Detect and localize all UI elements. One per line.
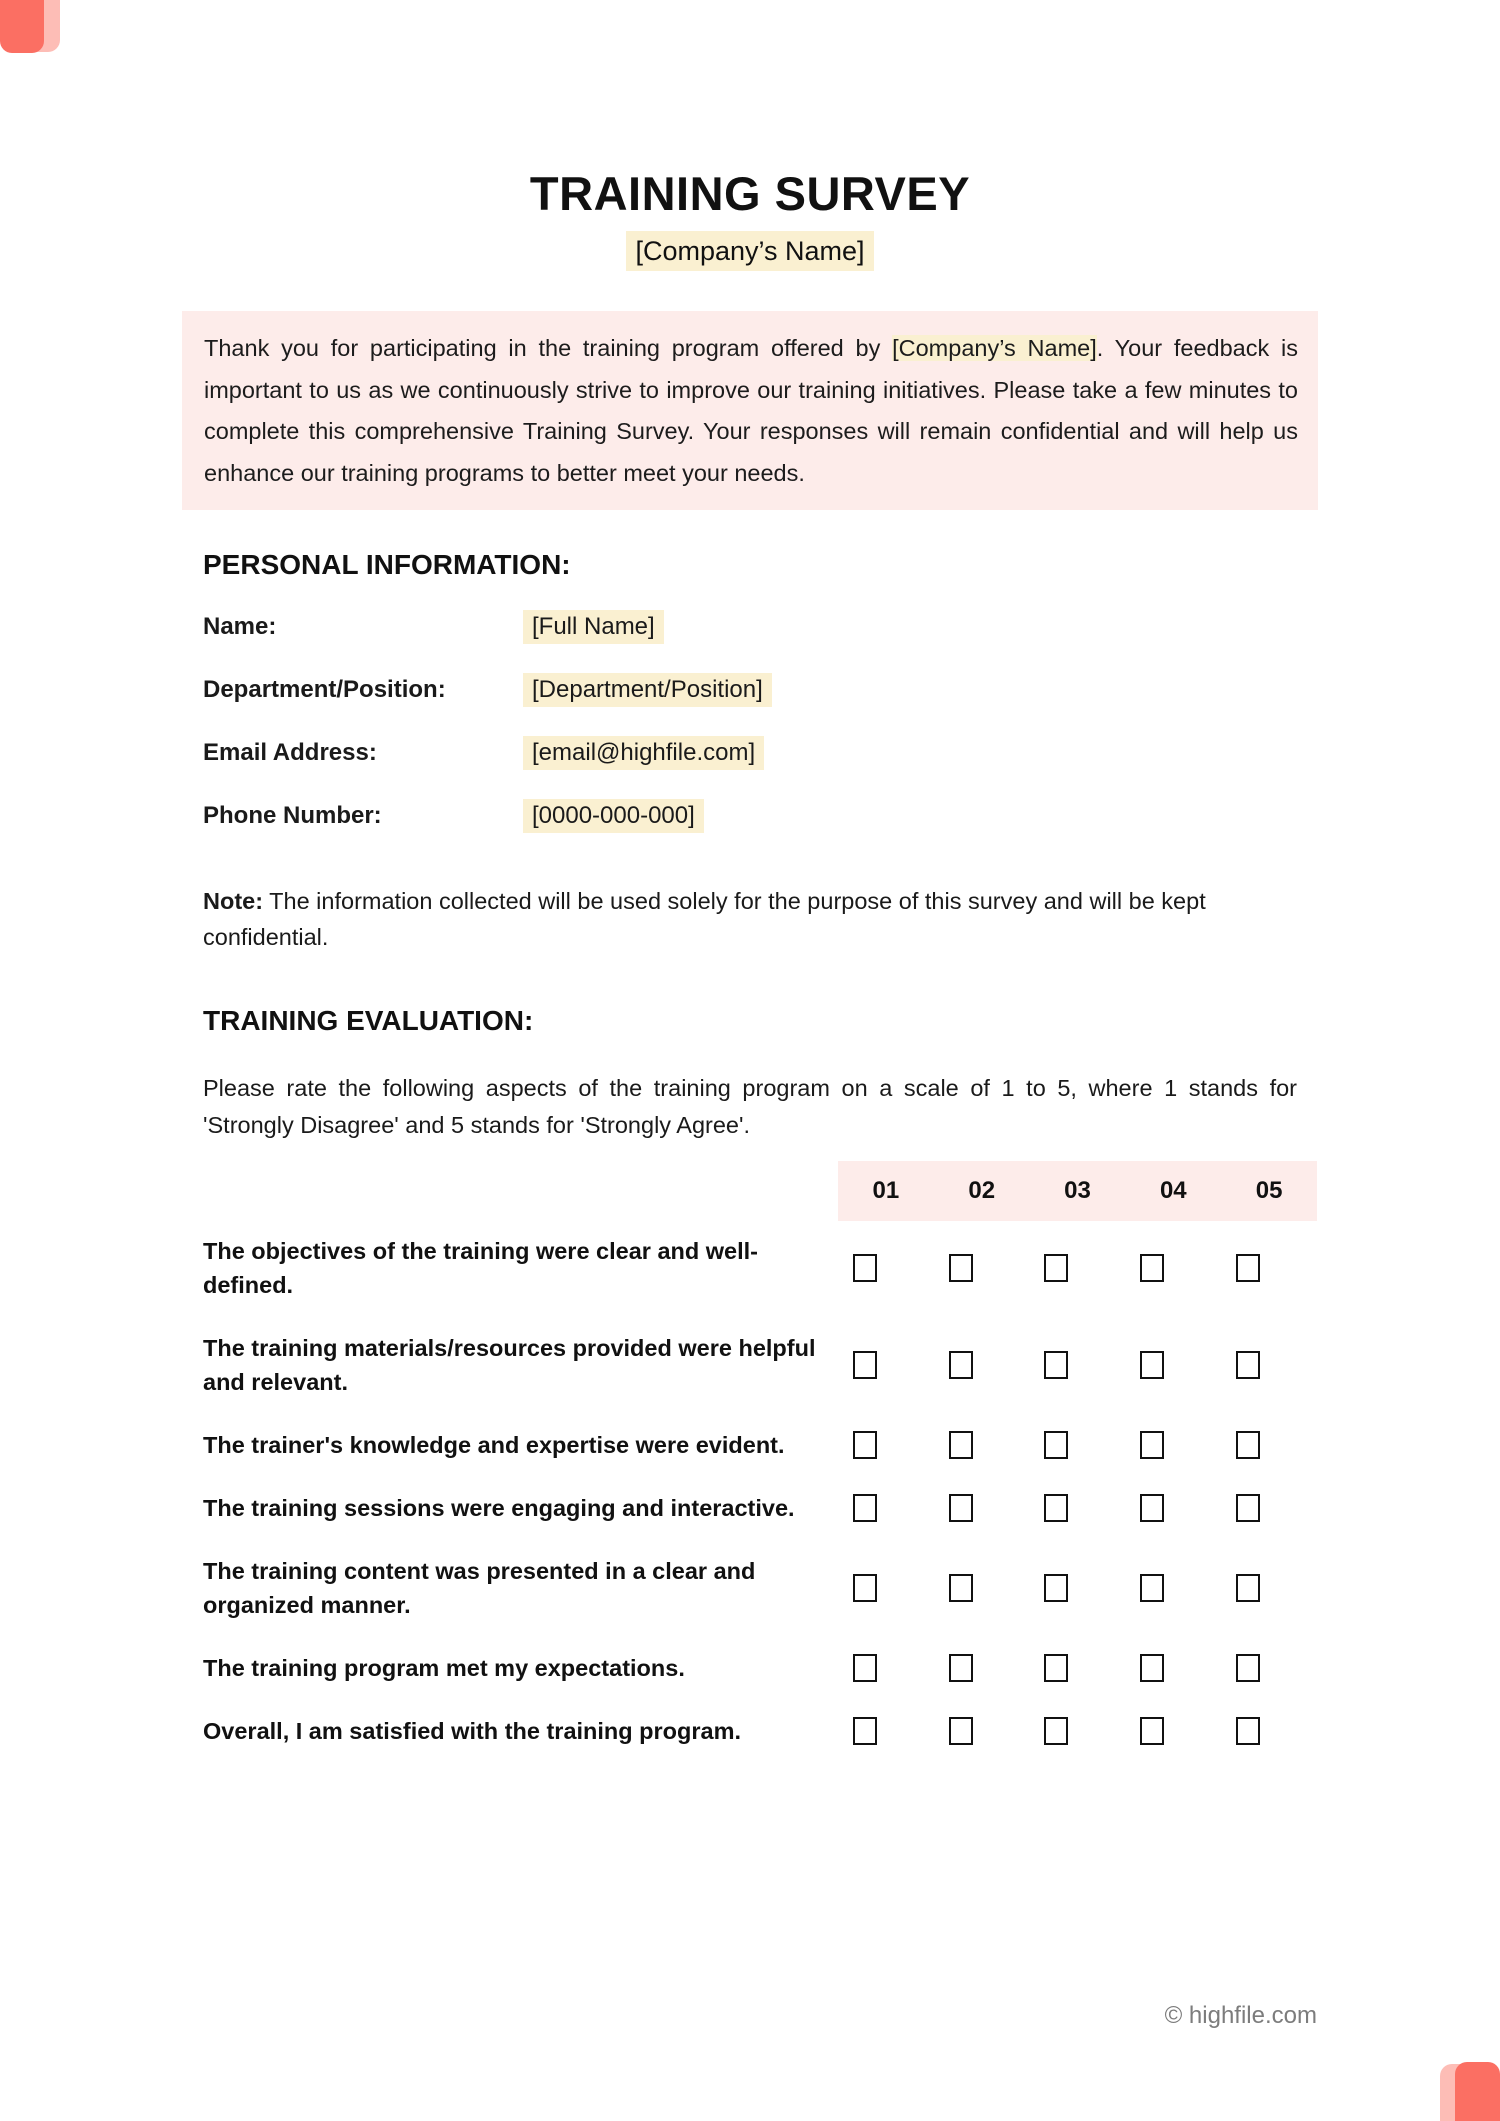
email-field-value[interactable]: [email@highfile.com] <box>523 736 764 770</box>
checkbox-group <box>817 1494 1296 1522</box>
phone-label: Phone Number: <box>203 802 382 829</box>
checkbox-group <box>817 1574 1296 1602</box>
rating-row-content <box>182 1554 1318 1622</box>
rating-checkbox[interactable] <box>949 1351 973 1379</box>
rating-checkbox[interactable] <box>853 1574 877 1602</box>
rating-checkbox[interactable] <box>1044 1351 1068 1379</box>
email-label: Email Address: <box>203 739 377 766</box>
rating-row-materials <box>182 1331 1318 1399</box>
checkbox-group <box>817 1431 1296 1459</box>
rating-checkbox[interactable] <box>1140 1574 1164 1602</box>
scale-header-01: 01 <box>872 1177 900 1204</box>
rating-checkbox[interactable] <box>1044 1431 1068 1459</box>
field-row-department <box>203 673 1318 707</box>
rating-checkbox[interactable] <box>853 1254 877 1282</box>
rating-checkbox[interactable] <box>949 1254 973 1282</box>
rating-checkbox[interactable] <box>1236 1351 1260 1379</box>
scale-header-05: 05 <box>1255 1177 1283 1204</box>
rating-row-overall <box>182 1714 1318 1748</box>
rating-checkbox[interactable] <box>853 1717 877 1745</box>
rating-checkbox[interactable] <box>1044 1494 1068 1522</box>
intro-text-before: Thank you for participating in the training program offered by <box>204 335 893 361</box>
rating-row-sessions <box>182 1491 1318 1525</box>
department-label: Department/Position: <box>203 676 446 703</box>
personal-info-heading: PERSONAL INFORMATION: <box>203 549 571 580</box>
rating-checkbox[interactable] <box>1140 1254 1164 1282</box>
rating-checkbox[interactable] <box>1140 1654 1164 1682</box>
scale-header-02: 02 <box>968 1177 996 1204</box>
rating-table <box>182 1161 1318 1748</box>
rating-checkbox[interactable] <box>1044 1654 1068 1682</box>
statement-text: The objectives of the training were clear and well-defined. <box>203 1238 759 1298</box>
intro-panel <box>182 311 1318 510</box>
training-evaluation-heading: TRAINING EVALUATION: <box>203 1005 534 1036</box>
note-paragraph <box>203 883 1297 955</box>
statement-text: Overall, I am satisfied with the training program. <box>203 1718 742 1744</box>
field-row-name <box>203 610 1318 644</box>
department-field-value[interactable]: [Department/Position] <box>523 673 772 707</box>
rating-checkbox[interactable] <box>1044 1574 1068 1602</box>
intro-company-placeholder[interactable]: [Company’s Name] <box>892 335 1097 361</box>
rating-checkbox[interactable] <box>949 1574 973 1602</box>
checkbox-group <box>817 1351 1296 1379</box>
phone-field-value[interactable]: [0000-000-000] <box>523 799 704 833</box>
rating-checkbox[interactable] <box>1236 1254 1260 1282</box>
rating-checkbox[interactable] <box>949 1654 973 1682</box>
checkbox-group <box>817 1717 1296 1745</box>
field-row-email <box>203 736 1318 770</box>
rating-checkbox[interactable] <box>853 1431 877 1459</box>
rating-checkbox[interactable] <box>1044 1254 1068 1282</box>
field-row-phone <box>203 799 1318 833</box>
rating-checkbox[interactable] <box>1140 1717 1164 1745</box>
rating-checkbox[interactable] <box>949 1431 973 1459</box>
statement-text: The training program met my expectations. <box>203 1655 685 1681</box>
rating-checkbox[interactable] <box>1236 1494 1260 1522</box>
intro-paragraph <box>204 328 1298 494</box>
rating-checkbox[interactable] <box>853 1494 877 1522</box>
scale-header-04: 04 <box>1159 1177 1187 1204</box>
rating-checkbox[interactable] <box>1044 1717 1068 1745</box>
rating-checkbox[interactable] <box>853 1351 877 1379</box>
corner-decoration-bottom-right-dark <box>1455 2062 1500 2121</box>
company-name-line <box>182 236 1318 267</box>
rating-checkbox[interactable] <box>1140 1351 1164 1379</box>
checkbox-group <box>817 1654 1296 1682</box>
rating-checkbox[interactable] <box>1236 1431 1260 1459</box>
statement-text: The training materials/resources provided were helpful and relevant. <box>203 1335 816 1395</box>
rating-checkbox[interactable] <box>949 1717 973 1745</box>
scale-header-03: 03 <box>1064 1177 1091 1204</box>
name-label: Name: <box>203 613 277 640</box>
rating-row-trainer-knowledge <box>182 1428 1318 1462</box>
statement-text: The training sessions were engaging and interactive. <box>203 1495 795 1521</box>
statement-text: The training content was presented in a clear and organized manner. <box>203 1558 756 1618</box>
statement-text: The trainer's knowledge and expertise were evident. <box>203 1432 785 1458</box>
rating-checkbox[interactable] <box>1140 1431 1164 1459</box>
rating-row-objectives <box>182 1234 1318 1302</box>
rating-checkbox[interactable] <box>1236 1654 1260 1682</box>
rating-scale-header <box>838 1161 1317 1221</box>
company-name-placeholder[interactable]: [Company’s Name] <box>626 231 873 271</box>
document-content <box>182 0 1318 1777</box>
rating-checkbox[interactable] <box>1236 1574 1260 1602</box>
rating-checkbox[interactable] <box>1236 1717 1260 1745</box>
page-title: TRAINING SURVEY <box>529 167 971 220</box>
rating-checkbox[interactable] <box>949 1494 973 1522</box>
rating-checkbox[interactable] <box>853 1654 877 1682</box>
rating-instructions: Please rate the following aspects of the training program on a scale of 1 to 5, where 1 stands for 'Strongly Disagree' and 5 stands for 'Strongly Agree'. <box>203 1075 1297 1138</box>
intro-text-after: . Your feedback is important to us as we continuously strive to improve our training initiatives. Please take a few minutes to complete this comprehensive Training Survey. Your responses will remain confidential and will help us enhance our training programs to better meet your needs. <box>204 335 1298 486</box>
note-label: Note: <box>203 888 264 914</box>
footer-credit: © highfile.com <box>1164 2002 1317 2029</box>
rating-row-expectations <box>182 1651 1318 1685</box>
name-field-value[interactable]: [Full Name] <box>523 610 664 644</box>
rating-checkbox[interactable] <box>1140 1494 1164 1522</box>
note-text: The information collected will be used solely for the purpose of this survey and will be kept confidential. <box>203 888 1206 950</box>
corner-decoration-top-left-dark <box>0 0 44 53</box>
checkbox-group <box>817 1254 1296 1282</box>
